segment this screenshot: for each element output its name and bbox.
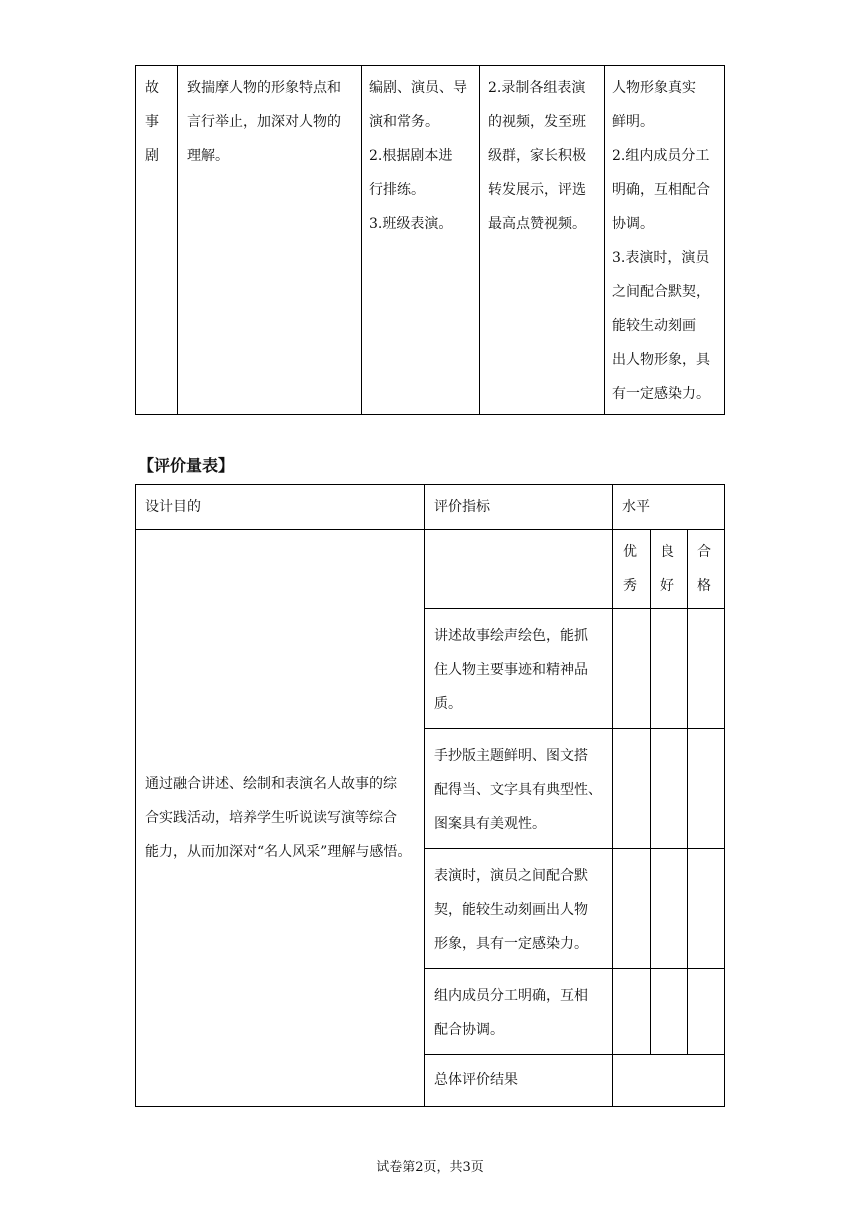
- eval-divider: [135, 529, 725, 530]
- eval-border-top: [135, 484, 725, 485]
- header-indicator: 评价指标: [434, 499, 490, 515]
- top-table-divider: [604, 65, 605, 415]
- top-table-border-bottom: [135, 414, 725, 415]
- indicator-storytelling: 讲述故事绘声绘色，能抓 住人物主要事迹和精神品 质。: [434, 628, 588, 712]
- eval-border-right: [724, 484, 725, 1107]
- eval-border-bottom: [135, 1106, 725, 1107]
- eval-divider: [424, 608, 725, 609]
- total-evaluation-label: 总体评价结果: [434, 1072, 518, 1088]
- top-table-border-top: [135, 65, 725, 66]
- activity-steps-cell: 编剧、演员、导 演和常务。 2.根据剧本进 行排练。 3.班级表演。: [369, 80, 467, 232]
- activity-display-cell: 2.录制各组表演 的视频，发至班 级群，家长积极 转发展示，评选 最高点赞视频。: [488, 80, 586, 232]
- header-purpose: 设计目的: [145, 499, 201, 515]
- activity-goal-cell: 致揣摩人物的形象特点和 言行举止，加深对人物的 理解。: [187, 80, 341, 164]
- eval-divider: [650, 529, 651, 1055]
- design-purpose-cell: 通过融合讲述、绘制和表演名人故事的综 合实践活动，培养学生听说读写演等综合 能力，从而加深对“名人风采”理解与感悟。: [145, 776, 412, 860]
- top-table-border-right: [724, 65, 725, 415]
- eval-divider: [424, 848, 725, 849]
- eval-border-left: [135, 484, 136, 1107]
- eval-divider: [424, 484, 425, 1107]
- top-table-border-left: [135, 65, 136, 415]
- indicator-teamwork: 组内成员分工明确，互相 配合协调。: [434, 988, 588, 1038]
- eval-divider: [687, 529, 688, 1055]
- eval-divider: [612, 484, 613, 1107]
- top-table-divider: [361, 65, 362, 415]
- section-title: 【评价量表】: [138, 456, 235, 475]
- top-table-divider: [479, 65, 480, 415]
- indicator-performance: 表演时，演员之间配合默 契，能较生动刻画出人物 形象，具有一定感染力。: [434, 868, 588, 952]
- eval-divider: [424, 968, 725, 969]
- eval-divider: [424, 1054, 725, 1055]
- activity-name-cell: 故 事 剧: [145, 80, 159, 164]
- activity-criteria-cell: 人物形象真实 鲜明。 2.组内成员分工 明确，互相配合 协调。 3.表演时，演员 之间配合默契， 能较生动刻画 出人物形象，具 有一定感染力。: [612, 80, 710, 402]
- level-good: 良 好: [660, 544, 674, 594]
- header-level: 水平: [622, 499, 650, 515]
- indicator-handwritten-poster: 手抄版主题鲜明、图文搭 配得当、文字具有典型性、 图案具有美观性。: [434, 748, 602, 832]
- level-pass: 合 格: [697, 544, 711, 594]
- level-excellent: 优 秀: [623, 544, 637, 594]
- page-footer: 试卷第2页，共3页: [376, 1160, 484, 1175]
- top-table-divider: [177, 65, 178, 415]
- eval-divider: [424, 728, 725, 729]
